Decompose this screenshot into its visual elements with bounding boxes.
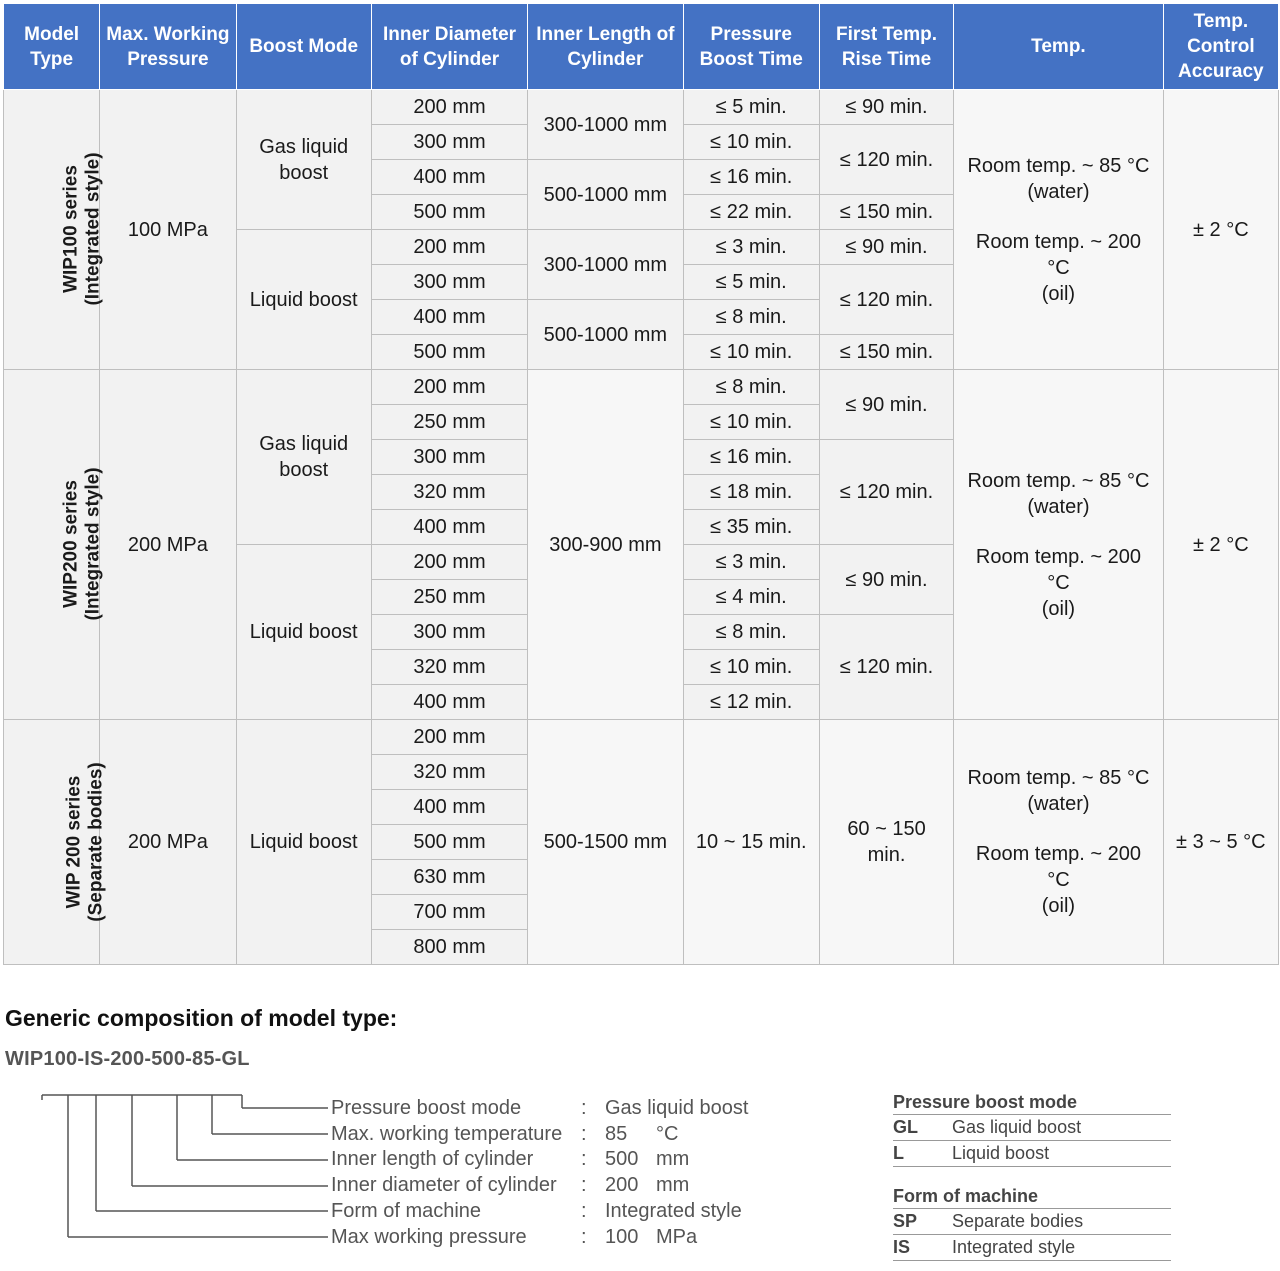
boost-time-cell: ≤ 8 min.: [683, 370, 819, 405]
model-cell-wip200: [4, 370, 104, 720]
table-row: [4, 370, 1279, 405]
diameter-cell: 250 mm: [371, 580, 527, 615]
diameter-cell: 200 mm: [371, 230, 527, 265]
diameter-cell: 500 mm: [371, 195, 527, 230]
diameter-cell: 800 mm: [371, 930, 527, 965]
length-cell: 500-1500 mm: [528, 720, 683, 965]
boost-time-cell: ≤ 8 min.: [683, 615, 819, 650]
temp-water-range: Room temp. ~ 85 °C: [967, 469, 1150, 492]
accuracy-cell: ± 3 ~ 5 °C: [1163, 720, 1278, 965]
boost-time-cell: ≤ 10 min.: [683, 405, 819, 440]
diameter-cell: 320 mm: [371, 475, 527, 510]
temp-water-medium: (water): [1027, 495, 1090, 518]
diameter-cell: 300 mm: [371, 125, 527, 160]
temp-oil-unit: °C: [1047, 869, 1070, 891]
rise-time-range: 60 ~ 150: [847, 818, 926, 840]
temp-water-medium: (water): [1027, 793, 1090, 815]
diameter-cell: 200 mm: [371, 545, 527, 580]
legend-boost-mode: [893, 1090, 1171, 1167]
diameter-cell: 400 mm: [371, 510, 527, 545]
boost-time-cell: ≤ 8 min.: [683, 300, 819, 335]
rise-time-cell: ≤ 90 min.: [819, 545, 953, 615]
diameter-cell: 400 mm: [371, 160, 527, 195]
rise-time-cell: ≤ 150 min.: [819, 335, 953, 370]
legend-form: [893, 1184, 1171, 1261]
diameter-cell: 300 mm: [371, 265, 527, 300]
header-model-type: Model Type: [4, 4, 100, 90]
temp-water-medium: (water): [1027, 180, 1090, 203]
boost-time-cell: ≤ 18 min.: [683, 475, 819, 510]
pressure-cell: 200 MPa: [100, 720, 236, 965]
length-cell: 300-1000 mm: [528, 230, 683, 300]
accuracy-cell: ± 2 °C: [1163, 370, 1278, 720]
model-name: WIP 200 series: [63, 775, 85, 908]
temp-oil-medium: (oil): [1041, 597, 1076, 620]
diameter-cell: 400 mm: [371, 790, 527, 825]
diameter-cell: 320 mm: [371, 755, 527, 790]
diameter-cell: 500 mm: [371, 335, 527, 370]
model-style: (Separate bodies): [85, 761, 107, 922]
temp-water-range: Room temp. ~ 85 °C: [967, 767, 1150, 789]
boost-time-cell: ≤ 16 min.: [683, 440, 819, 475]
diameter-cell: 630 mm: [371, 860, 527, 895]
length-cell: 300-900 mm: [528, 370, 683, 720]
temp-oil-unit: °C: [1047, 571, 1070, 594]
boost-mode-cell: Liquid boost: [236, 230, 371, 370]
header-temp: Temp.: [954, 4, 1163, 90]
temp-oil-medium: (oil): [1041, 895, 1076, 917]
composition-title: Generic composition of model type:: [5, 1005, 398, 1031]
header-inner-length: Inner Length of Cylinder: [528, 4, 683, 90]
rise-time-cell: ≤ 120 min.: [819, 615, 953, 720]
model-name: WIP100 series: [60, 165, 82, 293]
model-cell-wip200-separate: [4, 720, 107, 965]
boost-mode-cell: Liquid boost: [236, 545, 371, 720]
length-cell: 500-1000 mm: [528, 300, 683, 370]
legend-row: IS Integrated style: [893, 1235, 1171, 1261]
boost-time-cell: ≤ 3 min.: [683, 230, 819, 265]
diameter-cell: 300 mm: [371, 615, 527, 650]
rise-time-cell: ≤ 90 min.: [819, 90, 953, 125]
temp-oil-range: Room temp. ~ 200: [975, 545, 1141, 568]
diameter-cell: 250 mm: [371, 405, 527, 440]
legend-title: Pressure boost mode: [893, 1090, 1171, 1115]
temp-water-range: Room temp. ~ 85 °C: [967, 154, 1150, 177]
rise-time-cell: ≤ 150 min.: [819, 195, 953, 230]
boost-time-cell: ≤ 12 min.: [683, 685, 819, 720]
temp-cell: [954, 90, 1163, 370]
temp-oil-medium: (oil): [1041, 282, 1076, 305]
legend-row: L Liquid boost: [893, 1141, 1171, 1167]
header-max-pressure: Max. Working Pressure: [100, 4, 236, 90]
boost-mode-cell: Liquid boost: [236, 720, 371, 965]
temp-oil-range: Room temp. ~ 200: [975, 230, 1141, 253]
diameter-cell: 320 mm: [371, 650, 527, 685]
boost-time-cell: ≤ 4 min.: [683, 580, 819, 615]
header-inner-diameter: Inner Diameter of Cylinder: [371, 4, 527, 90]
diameter-cell: 700 mm: [371, 895, 527, 930]
pressure-cell: 100 MPa: [100, 90, 236, 370]
legend-row: SP Separate bodies: [893, 1209, 1171, 1235]
diameter-cell: 200 mm: [371, 90, 527, 125]
boost-time-cell: ≤ 3 min.: [683, 545, 819, 580]
boost-time-cell: ≤ 10 min.: [683, 650, 819, 685]
boost-mode-cell: Gas liquid boost: [236, 370, 371, 545]
model-code-example: WIP100-IS-200-500-85-GL: [5, 1048, 250, 1070]
temp-oil-range: Room temp. ~ 200: [975, 843, 1141, 865]
header-boost-time: Pressure Boost Time: [683, 4, 819, 90]
length-cell: 500-1000 mm: [528, 160, 683, 230]
boost-mode-cell: Gas liquid boost: [236, 90, 371, 230]
model-style: (Integrated style): [82, 467, 104, 621]
header-boost-mode: Boost Mode: [236, 4, 371, 90]
boost-time-cell: ≤ 10 min.: [683, 125, 819, 160]
table-row: [4, 720, 1279, 755]
model-name: WIP200 series: [60, 480, 82, 608]
table-row: [4, 90, 1279, 125]
boost-time-cell: ≤ 5 min.: [683, 90, 819, 125]
boost-time-cell: ≤ 16 min.: [683, 160, 819, 195]
header-row: [4, 4, 1279, 90]
temp-oil-unit: °C: [1047, 256, 1070, 279]
length-cell: 300-1000 mm: [528, 90, 683, 160]
boost-time-cell: ≤ 35 min.: [683, 510, 819, 545]
diameter-cell: 300 mm: [371, 440, 527, 475]
spec-table: [3, 3, 1279, 965]
legend-title: Form of machine: [893, 1184, 1171, 1209]
rise-time-cell: [819, 720, 953, 965]
pressure-cell: 200 MPa: [100, 370, 236, 720]
rise-time-cell: ≤ 90 min.: [819, 370, 953, 440]
composition-bracket-lines: [0, 1070, 340, 1250]
header-accuracy: Temp. Control Accuracy: [1163, 4, 1278, 90]
boost-time-cell: ≤ 10 min.: [683, 335, 819, 370]
rise-time-cell: ≤ 90 min.: [819, 230, 953, 265]
model-cell-wip100: [4, 90, 104, 370]
rise-time-cell: ≤ 120 min.: [819, 265, 953, 335]
diameter-cell: 500 mm: [371, 825, 527, 860]
diameter-cell: 400 mm: [371, 685, 527, 720]
rise-time-cell: ≤ 120 min.: [819, 440, 953, 545]
boost-time-cell: ≤ 22 min.: [683, 195, 819, 230]
boost-time-cell: 10 ~ 15 min.: [683, 720, 819, 965]
diameter-cell: 200 mm: [371, 370, 527, 405]
diameter-cell: 400 mm: [371, 300, 527, 335]
accuracy-cell: ± 2 °C: [1163, 90, 1278, 370]
boost-time-cell: ≤ 5 min.: [683, 265, 819, 300]
temp-cell: [954, 370, 1163, 720]
header-rise-time: First Temp. Rise Time: [819, 4, 953, 90]
rise-time-cell: ≤ 120 min.: [819, 125, 953, 195]
temp-cell: [954, 720, 1163, 965]
model-style: (Integrated style): [82, 152, 104, 306]
diameter-cell: 200 mm: [371, 720, 527, 755]
legend-row: GL Gas liquid boost: [893, 1115, 1171, 1141]
rise-time-unit: min.: [867, 844, 906, 866]
